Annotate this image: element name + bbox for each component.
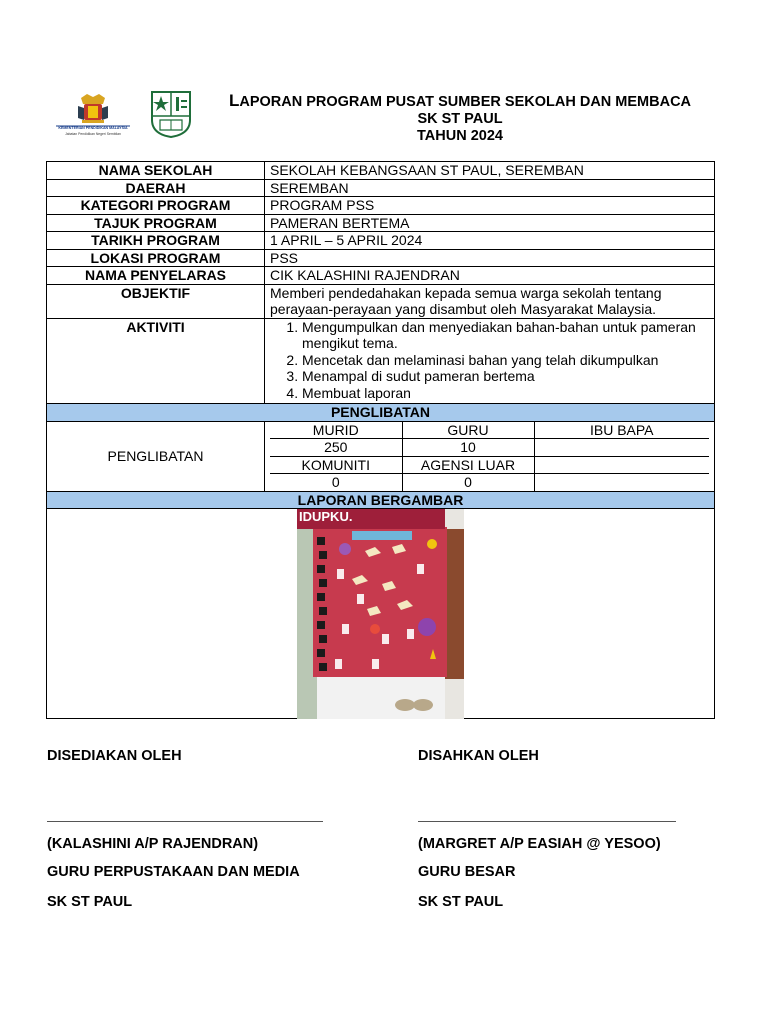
report-title [200,92,720,145]
table-row [47,249,715,267]
signature-line-left [47,821,323,822]
row-label: LOKASI PROGRAM [47,249,265,267]
header-ibubapa: IBU BAPA [534,422,709,439]
participation-table [270,422,709,491]
prepared-by-school: SK ST PAUL [47,894,133,910]
table-row [47,197,715,215]
row-label: DAERAH [47,179,265,197]
value-komuniti: 0 [270,474,402,491]
row-label: NAMA SEKOLAH [47,162,265,180]
table-row [47,267,715,285]
header-guru: GURU [402,422,534,439]
row-label: AKTIVITI [47,318,265,404]
table-row [47,284,715,318]
table-row [47,214,715,232]
row-label: TAJUK PROGRAM [47,214,265,232]
prepared-by-heading: DISEDIAKAN OLEH [47,748,182,764]
section-header-penglibatan: PENGLIBATAN [47,404,715,422]
row-label: OBJEKTIF [47,284,265,318]
approved-by-name: (MARGRET A/P EASIAH @ YESOO) [418,836,661,852]
report-table [46,161,715,719]
prepared-by-name: (KALASHINI A/P RAJENDRAN) [47,836,259,852]
row-value: SEKOLAH KEBANGSAAN ST PAUL, SEREMBAN [265,162,715,180]
row-value: PROGRAM PSS [265,197,715,215]
approved-by-school: SK ST PAUL [418,894,504,910]
row-label: NAMA PENYELARAS [47,267,265,285]
prepared-by-role: GURU PERPUSTAKAAN DAN MEDIA [47,864,300,880]
title-line-1: LAPORAN PROGRAM PUSAT SUMBER SEKOLAH DAN MEMBACA [228,91,692,110]
header-agensi: AGENSI LUAR [402,456,534,474]
approved-by-heading: DISAHKAN OLEH [418,748,539,764]
value-guru: 10 [402,439,534,457]
header-murid: MURID [270,422,402,439]
header-komuniti: KOMUNITI [270,456,402,474]
table-row [47,162,715,180]
value-murid: 250 [270,439,402,457]
list-item: 1. Mengumpulkan dan menyediakan bahan-bahan untuk pameran mengikut tema. [302,319,709,352]
photo-cell [47,509,715,719]
activity-list [270,319,709,402]
school-crest-icon [150,90,192,138]
photo-banner-text: IDUPKU. [299,509,353,524]
title-line-2: SK ST PAUL [417,111,503,127]
title-line-3: TAHUN 2024 [417,128,503,144]
kpm-logo [54,92,132,138]
list-item: 4. Membuat laporan [302,385,709,402]
row-label: KATEGORI PROGRAM [47,197,265,215]
list-item: 3. Menampal di sudut pameran bertema [302,368,709,385]
logo-subcaption: Jabatan Pendidikan Negeri Sembilan [65,132,121,136]
table-row [47,318,715,404]
approved-by-role: GURU BESAR [418,864,516,880]
section-header-laporan: LAPORAN BERGAMBAR [47,491,715,509]
header-extra [534,456,709,474]
row-value: 1 APRIL – 5 APRIL 2024 [265,232,715,250]
row-value: CIK KALASHINI RAJENDRAN [265,267,715,285]
value-ibubapa [534,439,709,457]
signature-line-right [418,821,676,822]
table-row [47,232,715,250]
row-value: PSS [265,249,715,267]
table-row [47,179,715,197]
value-agensi: 0 [402,474,534,491]
value-extra [534,474,709,491]
row-label: TARIKH PROGRAM [47,232,265,250]
logo-caption: KEMENTERIAN PENDIDIKAN MALAYSIA [58,126,128,130]
row-value: SEREMBAN [265,179,715,197]
objective-value: Memberi pendedahakan kepada semua warga sekolah tentang perayaan-perayaan yang disambut oleh Masyarakat Malaysia. [265,284,715,318]
row-value: PAMERAN BERTEMA [265,214,715,232]
exhibition-photo [297,509,464,719]
list-item: 2. Mencetak dan melaminasi bahan yang telah dikumpulkan [302,352,709,369]
penglibatan-label: PENGLIBATAN [47,421,265,491]
